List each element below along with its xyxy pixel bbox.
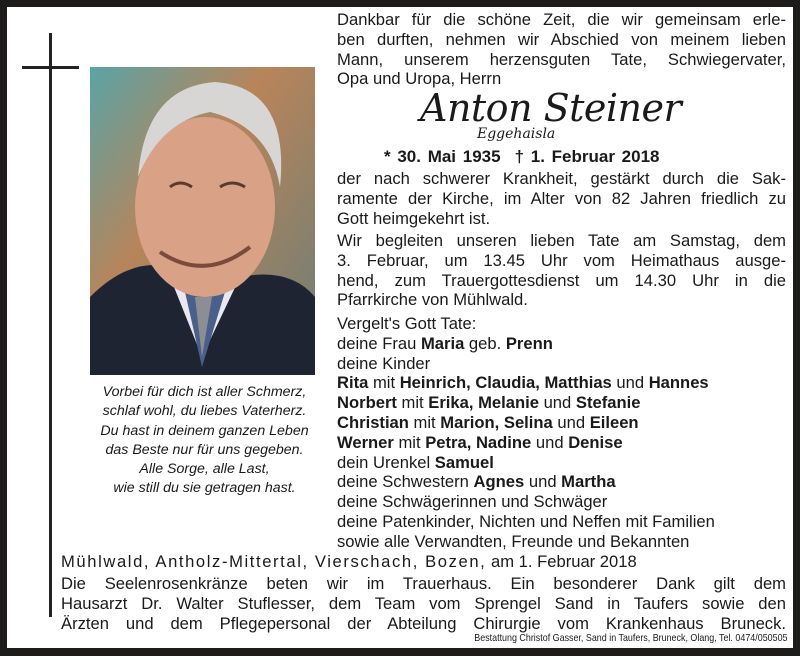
t: Prenn: [505, 333, 553, 353]
cross-icon-bar: [22, 66, 79, 69]
t: geb.: [464, 333, 506, 353]
text-line: deine Schwägerinnen und Schwäger: [337, 492, 608, 512]
t: und: [531, 432, 569, 452]
poem: [82, 383, 327, 499]
t: mit: [393, 432, 426, 452]
text-line: Wir begleiten unseren lieben Tate am Samstag, dem: [337, 231, 786, 250]
life-dates: [384, 147, 674, 167]
thanks-text: [61, 574, 786, 633]
t: Erika, Melanie: [428, 393, 539, 413]
t: mit: [408, 412, 441, 432]
text-line: Ärzten und dem Pflegepersonal der Abteilung Chirurgie vom Krankenhaus Bruneck.: [61, 613, 786, 633]
t: Norbert: [337, 393, 397, 413]
text-line: Die Seelenrosenkränze beten wir im Trauerhaus. Ein besonderer Dank gilt dem: [61, 574, 786, 593]
text-line: deine Patenkinder, Nichten und Neffen mit Familien: [337, 511, 715, 531]
death-date: † 1. Februar 2018: [514, 147, 660, 166]
text-line: der nach schwerer Krankheit, gestärkt durch die Sak-: [337, 169, 786, 188]
text-line: hend, zum Trauergottesdienst um 14.30 Uhr in die: [337, 270, 786, 290]
poem-line: Vorbei für dich ist aller Schmerz,: [102, 384, 307, 400]
text-line: 3. Februar, um 13.45 Uhr vom Heimathaus ausge-: [337, 250, 786, 270]
t: dein Urenkel: [337, 452, 435, 472]
poem-line: schlaf wohl, du liebes Vaterherz.: [102, 403, 307, 420]
text-line: Mann, unserem herzensguten Tate, Schwiegervater,: [337, 49, 786, 69]
cross-icon: [49, 33, 52, 617]
poem-line: das Beste nur für uns gegeben.: [105, 441, 304, 458]
text-line: Opa und Uropa, Herrn: [337, 69, 502, 89]
t: Martha: [561, 472, 616, 492]
deceased-name: Anton Steiner: [420, 86, 682, 130]
text-line: ramente der Kirche, im Alter von 82 Jahren friedlich zu: [337, 188, 786, 208]
funeral-text: [337, 231, 786, 310]
t: Stefanie: [575, 393, 641, 413]
t: und: [538, 393, 576, 413]
t: Samuel: [434, 452, 494, 472]
t: deine Frau: [337, 333, 421, 353]
t: und: [611, 373, 649, 393]
t: Denise: [568, 432, 623, 452]
t: Christian: [337, 412, 409, 432]
text-line: Gott heimgekehrt ist.: [337, 208, 491, 228]
t: Hannes: [648, 373, 709, 393]
t: Petra, Nadine: [425, 432, 532, 452]
places: Mühlwald, Antholz-Mittertal, Vierschach, Bozen,: [61, 552, 487, 571]
undertaker-info: Bestattung Christof Gasser, Sand in Taufers, Bruneck, Olang, Tel. 0474/050505: [474, 632, 788, 644]
text-line: Vergelt's Gott Tate:: [337, 314, 477, 333]
t: Marion, Selina: [440, 412, 553, 432]
t: und: [524, 472, 562, 492]
mourner-child: [337, 433, 786, 453]
text-line: sowie alle Verwandten, Freunde und Bekannten: [337, 531, 690, 551]
text-line: Pfarrkirche von Mühlwald.: [337, 290, 528, 310]
t: Agnes: [473, 472, 525, 492]
t: mit: [396, 393, 429, 413]
t: Heinrich, Claudia, Matthias: [399, 373, 612, 393]
t: mit: [368, 373, 400, 393]
t: und: [552, 412, 590, 432]
t: deine Schwestern: [337, 472, 474, 492]
text-line: deine Kinder: [337, 353, 431, 373]
death-text: [337, 169, 786, 228]
mourner-child: [337, 413, 786, 433]
date: am 1. Februar 2018: [486, 552, 637, 571]
poem-line: wie still du sie getragen hast.: [113, 480, 296, 497]
mourner-sisters: [337, 472, 786, 492]
birth-date: * 30. Mai 1935: [384, 147, 501, 166]
mourner-wife: [337, 334, 786, 354]
mourner-greatgrandchild: [337, 453, 786, 473]
place-date-line: [61, 552, 786, 572]
intro-text: [337, 10, 786, 89]
t: Rita: [337, 373, 369, 393]
t: Maria: [420, 333, 465, 353]
mourners-list: [337, 314, 786, 552]
poem-line: Alle Sorge, alle Last,: [139, 461, 270, 478]
portrait-photo: [90, 67, 315, 375]
t: Werner: [337, 432, 394, 452]
text-line: Hausarzt Dr. Walter Stuflesser, dem Team vom Sprengel Sand in Taufers sowie den: [61, 593, 786, 613]
nickname: Eggehaisla: [477, 126, 556, 142]
text-line: ben durften, nehmen wir Abschied von meinem lieben: [337, 29, 786, 49]
mourner-child: [337, 393, 786, 413]
t: Eileen: [589, 412, 639, 432]
poem-line: Du hast in deinem ganzen Leben: [100, 422, 309, 439]
mourner-child: [337, 373, 786, 393]
text-line: Dankbar für die schöne Zeit, die wir gemeinsam erle-: [337, 10, 786, 29]
